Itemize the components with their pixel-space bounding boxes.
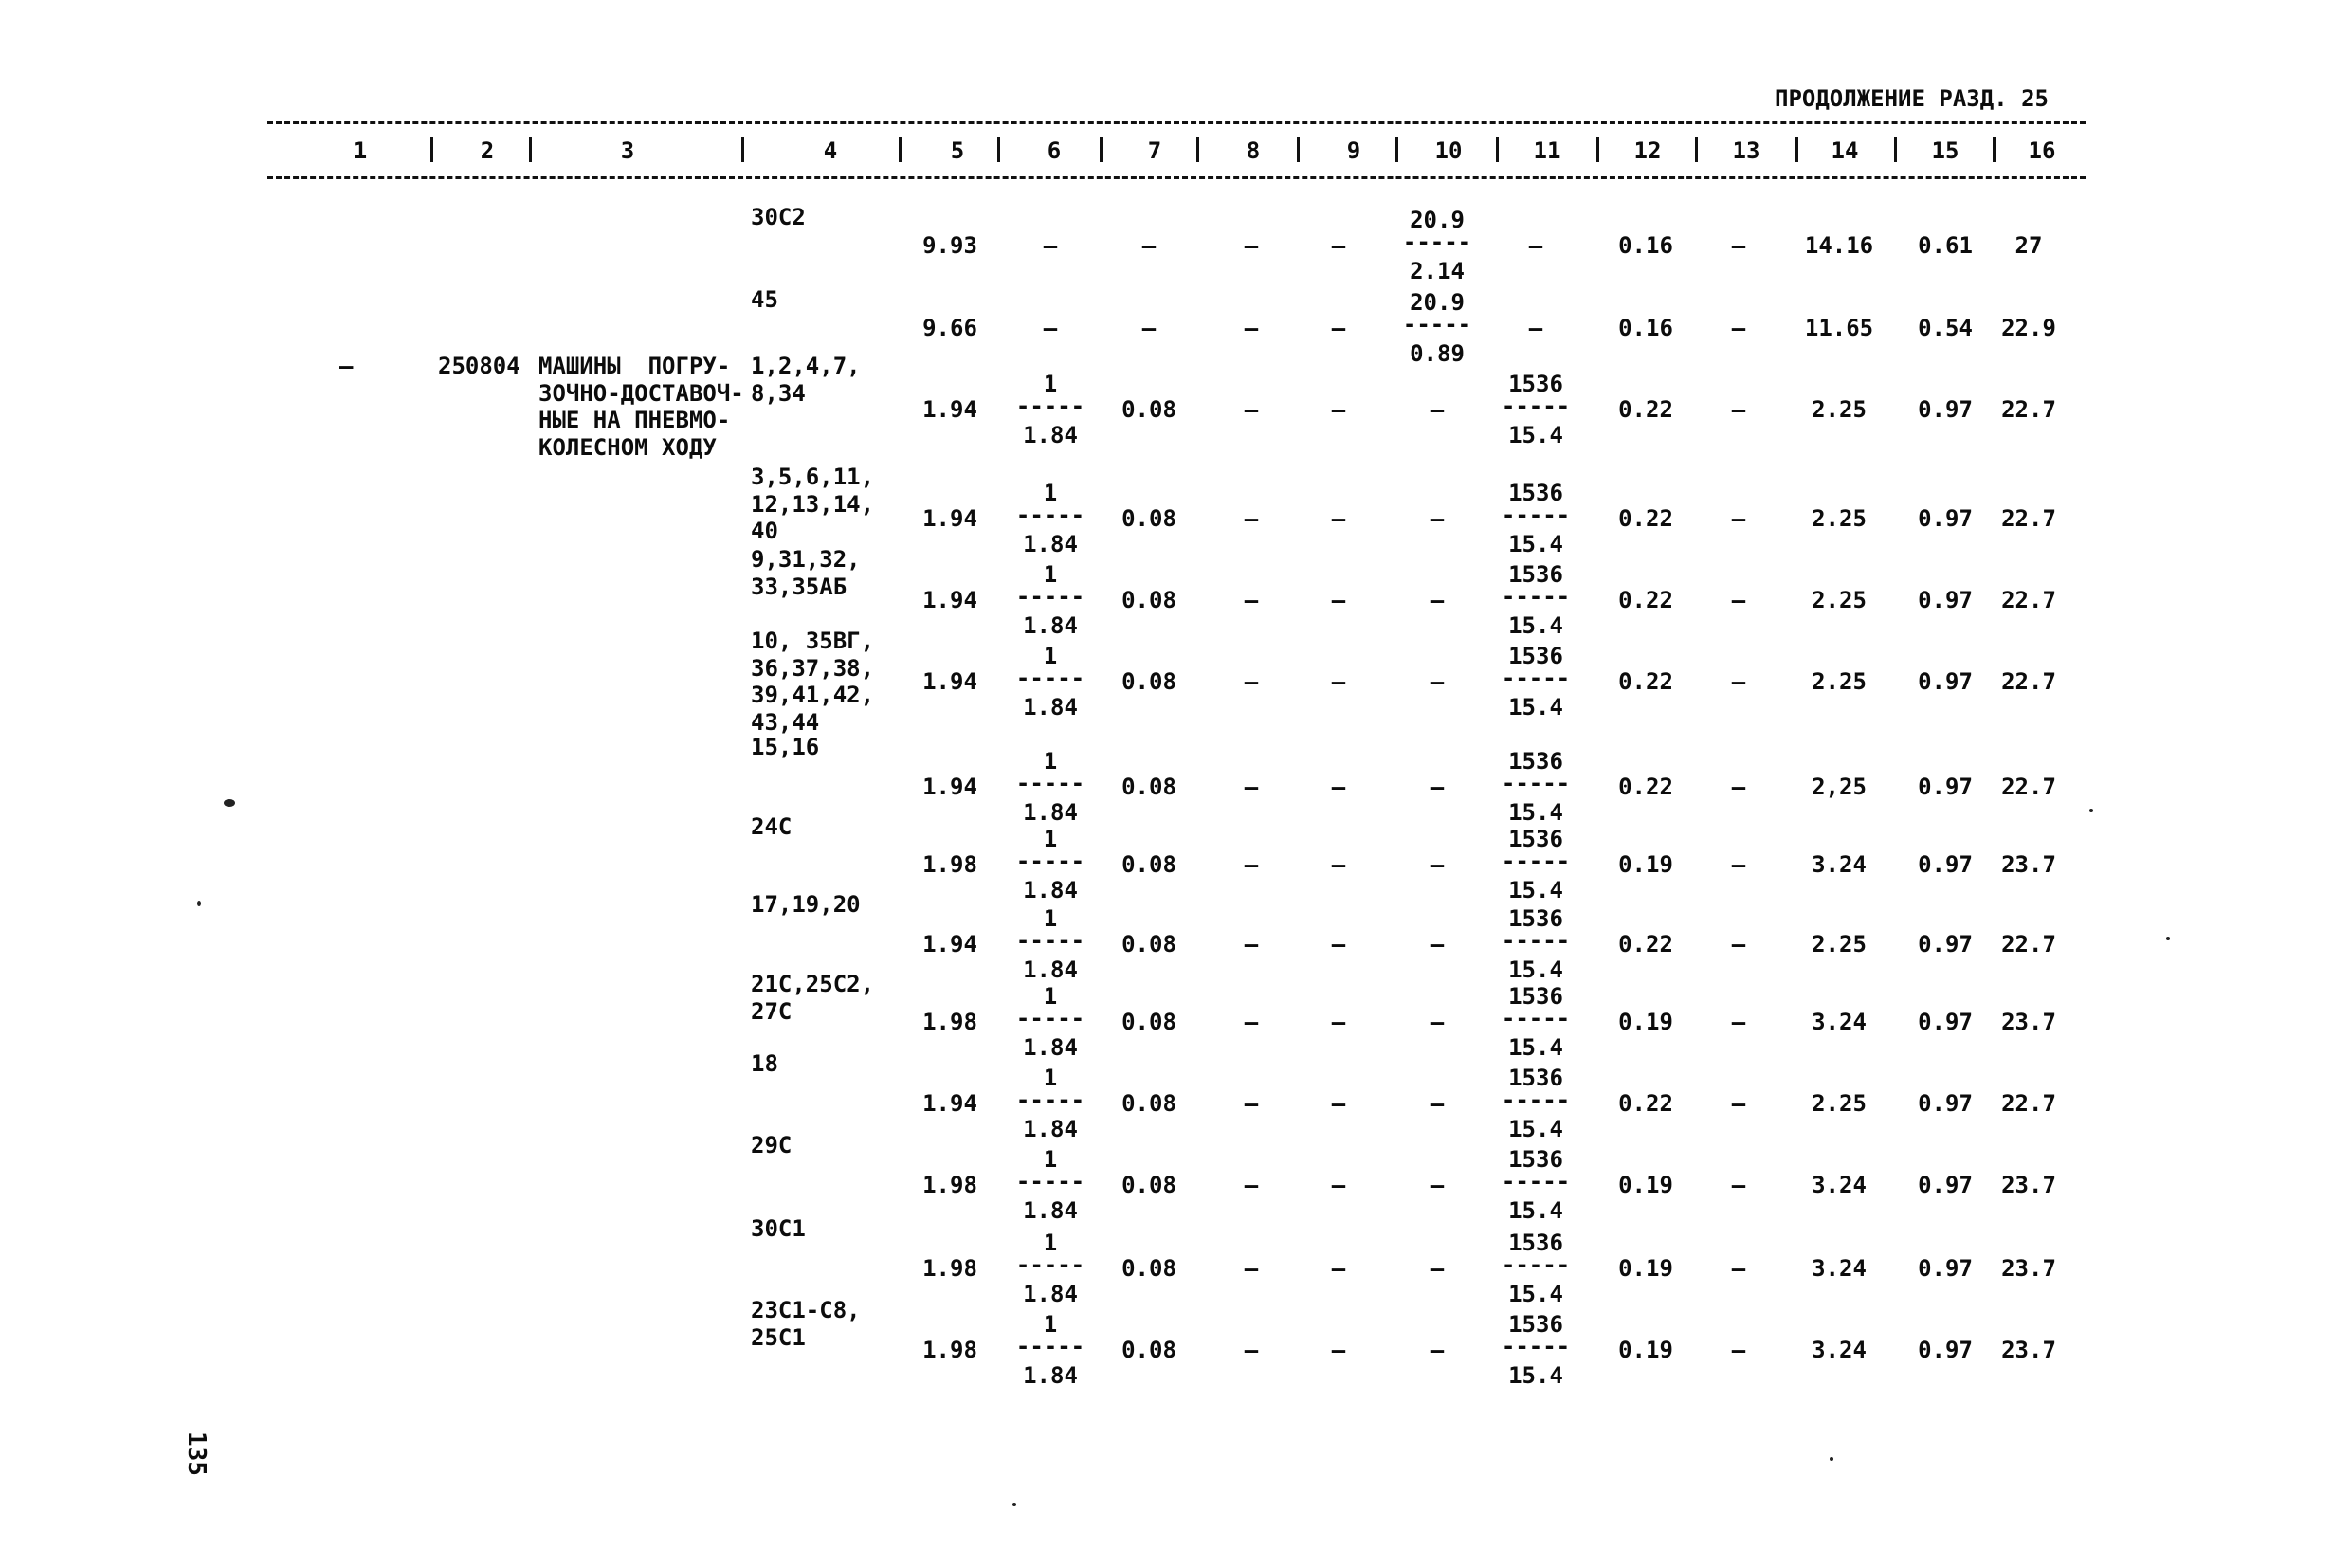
cell-col4-designation: 9,31,32, bbox=[751, 546, 861, 573]
cell-c16: 22.7 bbox=[2001, 505, 2056, 532]
cell-col4-designation: 30С2 bbox=[751, 204, 806, 230]
col6-denominator: 1.84 bbox=[1023, 876, 1078, 903]
cell-col9: – bbox=[1331, 1255, 1346, 1282]
cell-col4-designation: 30С1 bbox=[751, 1215, 806, 1242]
cell-col9: – bbox=[1331, 505, 1346, 532]
col10-fraction-bar: ----- bbox=[1402, 311, 1472, 337]
col6-numerator: 1 bbox=[1043, 480, 1058, 507]
cell-c6: – bbox=[1043, 315, 1058, 341]
cell-col8: – bbox=[1244, 774, 1259, 800]
cell-col10: – bbox=[1430, 851, 1445, 878]
col6-denominator: 1.84 bbox=[1023, 1361, 1078, 1389]
cell-col5: 1.98 bbox=[922, 1337, 977, 1363]
col6-denominator: 1.84 bbox=[1023, 611, 1078, 639]
col11-fraction-bar: ----- bbox=[1501, 1333, 1571, 1359]
column-header-14: 14 bbox=[1831, 137, 1859, 164]
cell-c14: 2,25 bbox=[1812, 774, 1867, 800]
scan-speck bbox=[1012, 1503, 1016, 1506]
col6-denominator: 1.84 bbox=[1023, 530, 1078, 557]
cell-col5: 1.98 bbox=[922, 851, 977, 878]
cell-col4-designation: 15,16 bbox=[751, 734, 820, 760]
col11-numerator: 1536 bbox=[1508, 905, 1563, 933]
cell-c16: 23.7 bbox=[2001, 1172, 2056, 1198]
cell-c14: 2.25 bbox=[1812, 1090, 1867, 1117]
cell-c9: – bbox=[1331, 232, 1346, 259]
cell-col7: 0.08 bbox=[1121, 668, 1176, 695]
col6-fraction-bar: ----- bbox=[1015, 1251, 1085, 1278]
cell-c15: 0.54 bbox=[1918, 315, 1973, 341]
column-header-15: 15 bbox=[1931, 137, 1959, 164]
column-header-1: 1 bbox=[353, 137, 368, 164]
cell-c12: 0.16 bbox=[1618, 315, 1673, 341]
cell-c12: 0.19 bbox=[1618, 1172, 1673, 1198]
col11-fraction-bar: ----- bbox=[1501, 848, 1571, 874]
column-separator bbox=[997, 137, 1000, 162]
cell-c15: 0.97 bbox=[1918, 931, 1973, 957]
cell-col4-designation: 17,19,20 bbox=[751, 891, 861, 918]
cell-c15: 0.97 bbox=[1918, 1172, 1973, 1198]
cell-col9: – bbox=[1331, 1009, 1346, 1035]
cell-c15: 0.97 bbox=[1918, 396, 1973, 423]
col6-numerator: 1 bbox=[1043, 561, 1058, 589]
cell-col7: 0.08 bbox=[1121, 1255, 1176, 1282]
cell-col8: – bbox=[1244, 1255, 1259, 1282]
col11-numerator: 1536 bbox=[1508, 826, 1563, 853]
cell-c13: – bbox=[1731, 1090, 1746, 1117]
column-header-8: 8 bbox=[1246, 137, 1261, 164]
col11-fraction-bar: ----- bbox=[1501, 583, 1571, 610]
cell-col10: – bbox=[1430, 587, 1445, 613]
cell-c16: 22.7 bbox=[2001, 587, 2056, 613]
group-name-line: МАШИНЫ ПОГРУ- bbox=[538, 353, 731, 379]
cell-c16: 23.7 bbox=[2001, 1009, 2056, 1035]
cell-c12: 0.19 bbox=[1618, 1337, 1673, 1363]
column-separator bbox=[741, 137, 744, 162]
col11-numerator: 1536 bbox=[1508, 371, 1563, 398]
cell-c13: – bbox=[1731, 1009, 1746, 1035]
col6-numerator: 1 bbox=[1043, 371, 1058, 398]
col6-fraction-bar: ----- bbox=[1015, 848, 1085, 874]
cell-c16: 22.9 bbox=[2001, 315, 2056, 341]
col11-denominator: 15.4 bbox=[1508, 876, 1563, 903]
column-separator bbox=[1695, 137, 1698, 162]
col11-denominator: 15.4 bbox=[1508, 798, 1563, 826]
cell-col4-designation: 21С,25С2, bbox=[751, 971, 875, 997]
col6-fraction-bar: ----- bbox=[1015, 1086, 1085, 1113]
column-header-11: 11 bbox=[1533, 137, 1561, 164]
column-separator bbox=[1496, 137, 1499, 162]
cell-c12: 0.22 bbox=[1618, 774, 1673, 800]
col6-denominator: 1.84 bbox=[1023, 1196, 1078, 1224]
cell-c12: 0.19 bbox=[1618, 1009, 1673, 1035]
cell-c16: 23.7 bbox=[2001, 851, 2056, 878]
group-name-line: КОЛЕСНОМ ХОДУ bbox=[538, 433, 717, 461]
cell-c16: 27 bbox=[2014, 232, 2043, 259]
cell-col4-designation: 10, 35ВГ, bbox=[751, 628, 875, 654]
cell-col8: – bbox=[1244, 931, 1259, 957]
cell-col4-designation: 36,37,38, bbox=[751, 654, 875, 682]
cell-col4-designation: 1,2,4,7, bbox=[751, 353, 861, 379]
group-code: 250804 bbox=[438, 353, 520, 379]
cell-col8: – bbox=[1244, 587, 1259, 613]
cell-c9: – bbox=[1331, 315, 1346, 341]
cell-c7: – bbox=[1141, 315, 1157, 341]
cell-col7: 0.08 bbox=[1121, 505, 1176, 532]
col11-numerator: 1536 bbox=[1508, 480, 1563, 507]
col11-fraction-bar: ----- bbox=[1501, 1005, 1571, 1031]
cell-col9: – bbox=[1331, 1090, 1346, 1117]
col6-numerator: 1 bbox=[1043, 1146, 1058, 1174]
cell-col4-designation: 39,41,42, bbox=[751, 682, 875, 709]
cell-c12: 0.16 bbox=[1618, 232, 1673, 259]
cell-col7: 0.08 bbox=[1121, 1337, 1176, 1363]
cell-c16: 23.7 bbox=[2001, 1255, 2056, 1282]
cell-c13: – bbox=[1731, 315, 1746, 341]
cell-c6: – bbox=[1043, 232, 1058, 259]
col11-denominator: 15.4 bbox=[1508, 611, 1563, 639]
col11-fraction-bar: ----- bbox=[1501, 927, 1571, 954]
cell-c15: 0.97 bbox=[1918, 1009, 1973, 1035]
cell-col8: – bbox=[1244, 396, 1259, 423]
col10-fraction-bar: ----- bbox=[1402, 228, 1472, 255]
header-bottom-rule bbox=[267, 176, 2086, 179]
cell-col5: 1.94 bbox=[922, 587, 977, 613]
cell-col5: 1.94 bbox=[922, 396, 977, 423]
cell-c14: 2.25 bbox=[1812, 505, 1867, 532]
col11-fraction-bar: ----- bbox=[1501, 1168, 1571, 1194]
col6-fraction-bar: ----- bbox=[1015, 927, 1085, 954]
col6-numerator: 1 bbox=[1043, 905, 1058, 933]
cell-c16: 22.7 bbox=[2001, 931, 2056, 957]
col11-denominator: 15.4 bbox=[1508, 530, 1563, 557]
cell-col10: – bbox=[1430, 1009, 1445, 1035]
cell-c12: 0.22 bbox=[1618, 1090, 1673, 1117]
scan-speck bbox=[197, 901, 201, 906]
cell-c15: 0.97 bbox=[1918, 668, 1973, 695]
cell-c16: 22.7 bbox=[2001, 668, 2056, 695]
col6-fraction-bar: ----- bbox=[1015, 1333, 1085, 1359]
cell-c14: 3.24 bbox=[1812, 1255, 1867, 1282]
col11-numerator: 1536 bbox=[1508, 643, 1563, 670]
col6-fraction-bar: ----- bbox=[1015, 501, 1085, 528]
cell-col4-designation: 43,44 bbox=[751, 708, 820, 736]
cell-c13: – bbox=[1731, 396, 1746, 423]
cell-col4-designation: 18 bbox=[751, 1050, 778, 1077]
cell-col10: – bbox=[1430, 1337, 1445, 1363]
cell-col9: – bbox=[1331, 587, 1346, 613]
cell-col4-designation: 12,13,14, bbox=[751, 490, 875, 518]
cell-c12: 0.19 bbox=[1618, 851, 1673, 878]
col11-numerator: 1536 bbox=[1508, 983, 1563, 1011]
cell-col10: – bbox=[1430, 1090, 1445, 1117]
cell-col5: 1.94 bbox=[922, 668, 977, 695]
cell-c14: 3.24 bbox=[1812, 851, 1867, 878]
col11-fraction-bar: ----- bbox=[1501, 1086, 1571, 1113]
col6-numerator: 1 bbox=[1043, 643, 1058, 670]
col6-numerator: 1 bbox=[1043, 1230, 1058, 1257]
col11-fraction-bar: ----- bbox=[1501, 665, 1571, 691]
cell-c13: – bbox=[1731, 587, 1746, 613]
page-number: 135 bbox=[182, 1431, 210, 1476]
col11-denominator: 15.4 bbox=[1508, 956, 1563, 983]
cell-c14: 3.24 bbox=[1812, 1337, 1867, 1363]
cell-col5: 1.94 bbox=[922, 505, 977, 532]
cell-col7: 0.08 bbox=[1121, 1009, 1176, 1035]
cell-col8: – bbox=[1244, 668, 1259, 695]
cell-col4-designation: 29С bbox=[751, 1132, 793, 1158]
scan-speck bbox=[1830, 1457, 1833, 1461]
cell-c14: 2.25 bbox=[1812, 931, 1867, 957]
col11-fraction-bar: ----- bbox=[1501, 1251, 1571, 1278]
cell-c13: – bbox=[1731, 774, 1746, 800]
col11-denominator: 15.4 bbox=[1508, 1361, 1563, 1389]
col10-denominator: 2.14 bbox=[1410, 257, 1465, 284]
col11-fraction-bar: ----- bbox=[1501, 770, 1571, 796]
cell-col4-designation: 24С bbox=[751, 813, 793, 840]
col6-fraction-bar: ----- bbox=[1015, 1005, 1085, 1031]
cell-c12: 0.22 bbox=[1618, 396, 1673, 423]
col11-denominator: 15.4 bbox=[1508, 1033, 1563, 1061]
column-header-7: 7 bbox=[1147, 137, 1162, 164]
cell-c14: 3.24 bbox=[1812, 1009, 1867, 1035]
scan-speck bbox=[2089, 809, 2093, 812]
cell-c15: 0.97 bbox=[1918, 851, 1973, 878]
cell-col5: 1.98 bbox=[922, 1255, 977, 1282]
cell-col10: – bbox=[1430, 668, 1445, 695]
col11-numerator: 1536 bbox=[1508, 1311, 1563, 1339]
cell-col8: – bbox=[1244, 505, 1259, 532]
cell-col10: – bbox=[1430, 396, 1445, 423]
cell-col4-designation: 23С1-С8, bbox=[751, 1297, 861, 1323]
column-header-3: 3 bbox=[620, 137, 635, 164]
cell-c12: 0.22 bbox=[1618, 931, 1673, 957]
cell-col5: 1.94 bbox=[922, 774, 977, 800]
cell-col8: – bbox=[1244, 1337, 1259, 1363]
column-separator bbox=[1795, 137, 1798, 162]
cell-c15: 0.97 bbox=[1918, 774, 1973, 800]
cell-col9: – bbox=[1331, 851, 1346, 878]
cell-col4-designation: 8,34 bbox=[751, 379, 806, 407]
cell-col8: – bbox=[1244, 1009, 1259, 1035]
col6-denominator: 1.84 bbox=[1023, 1115, 1078, 1142]
cell-col9: – bbox=[1331, 1337, 1346, 1363]
column-separator bbox=[899, 137, 902, 162]
cell-c14: 11.65 bbox=[1804, 315, 1874, 341]
col6-numerator: 1 bbox=[1043, 826, 1058, 853]
cell-c14: 14.16 bbox=[1804, 232, 1874, 259]
cell-col4-designation: 33,35АБ bbox=[751, 573, 847, 600]
cell-col10: – bbox=[1430, 931, 1445, 957]
cell-c13: – bbox=[1731, 851, 1746, 878]
col6-denominator: 1.84 bbox=[1023, 956, 1078, 983]
col6-denominator: 1.84 bbox=[1023, 1280, 1078, 1307]
col11-fraction-bar: ----- bbox=[1501, 501, 1571, 528]
col10-denominator: 0.89 bbox=[1410, 339, 1465, 367]
group-name-line: НЫЕ НА ПНЕВМО- bbox=[538, 407, 731, 434]
cell-col9: – bbox=[1331, 931, 1346, 957]
column-header-12: 12 bbox=[1633, 137, 1662, 164]
scan-speck bbox=[2166, 937, 2170, 940]
col11-numerator: 1536 bbox=[1508, 1146, 1563, 1174]
col11-denominator: 15.4 bbox=[1508, 1280, 1563, 1307]
col6-numerator: 1 bbox=[1043, 983, 1058, 1011]
col6-fraction-bar: ----- bbox=[1015, 770, 1085, 796]
cell-c16: 23.7 bbox=[2001, 1337, 2056, 1363]
cell-c13: – bbox=[1731, 505, 1746, 532]
column-separator bbox=[1395, 137, 1398, 162]
cell-col5: 9.66 bbox=[922, 315, 977, 341]
cell-c16: 22.7 bbox=[2001, 774, 2056, 800]
cell-c16: 22.7 bbox=[2001, 396, 2056, 423]
cell-col4-designation: 40 bbox=[751, 518, 778, 545]
col11-numerator: 1536 bbox=[1508, 1065, 1563, 1092]
col10-numerator: 20.9 bbox=[1410, 207, 1465, 234]
cell-c16: 22.7 bbox=[2001, 1090, 2056, 1117]
header-top-rule bbox=[267, 121, 2086, 124]
cell-c12: 0.22 bbox=[1618, 587, 1673, 613]
col11-numerator: 1536 bbox=[1508, 561, 1563, 589]
cell-col7: 0.08 bbox=[1121, 396, 1176, 423]
column-header-13: 13 bbox=[1732, 137, 1760, 164]
col6-denominator: 1.84 bbox=[1023, 693, 1078, 720]
col6-numerator: 1 bbox=[1043, 748, 1058, 775]
col6-fraction-bar: ----- bbox=[1015, 1168, 1085, 1194]
cell-c15: 0.97 bbox=[1918, 505, 1973, 532]
col11-fraction-bar: ----- bbox=[1501, 392, 1571, 419]
col10-numerator: 20.9 bbox=[1410, 289, 1465, 317]
cell-c14: 2.25 bbox=[1812, 668, 1867, 695]
group-name-line: ЗОЧНО-ДОСТАВОЧ- bbox=[538, 379, 744, 407]
cell-c15: 0.97 bbox=[1918, 1090, 1973, 1117]
cell-col7: 0.08 bbox=[1121, 774, 1176, 800]
cell-c13: – bbox=[1731, 232, 1746, 259]
cell-c15: 0.97 bbox=[1918, 1255, 1973, 1282]
col6-denominator: 1.84 bbox=[1023, 421, 1078, 448]
cell-col11: – bbox=[1528, 315, 1543, 341]
col6-fraction-bar: ----- bbox=[1015, 392, 1085, 419]
cell-c13: – bbox=[1731, 1337, 1746, 1363]
col6-denominator: 1.84 bbox=[1023, 1033, 1078, 1061]
cell-c15: 0.97 bbox=[1918, 1337, 1973, 1363]
cell-c15: 0.97 bbox=[1918, 587, 1973, 613]
column-header-4: 4 bbox=[823, 137, 838, 164]
column-header-2: 2 bbox=[480, 137, 495, 164]
scan-speck bbox=[224, 799, 235, 807]
column-separator bbox=[529, 137, 532, 162]
col11-denominator: 15.4 bbox=[1508, 421, 1563, 448]
column-header-9: 9 bbox=[1346, 137, 1361, 164]
cell-col10: – bbox=[1430, 1172, 1445, 1198]
cell-col4-designation: 27С bbox=[751, 997, 793, 1025]
col6-fraction-bar: ----- bbox=[1015, 583, 1085, 610]
cell-col5: 1.94 bbox=[922, 931, 977, 957]
cell-col5: 1.94 bbox=[922, 1090, 977, 1117]
column-header-10: 10 bbox=[1434, 137, 1463, 164]
column-separator bbox=[1894, 137, 1897, 162]
column-separator bbox=[1297, 137, 1300, 162]
cell-c8: – bbox=[1244, 232, 1259, 259]
cell-col5: 1.98 bbox=[922, 1172, 977, 1198]
cell-c13: – bbox=[1731, 668, 1746, 695]
col11-denominator: 15.4 bbox=[1508, 1196, 1563, 1224]
cell-c14: 2.25 bbox=[1812, 587, 1867, 613]
cell-col7: 0.08 bbox=[1121, 851, 1176, 878]
col6-numerator: 1 bbox=[1043, 1311, 1058, 1339]
col11-denominator: 15.4 bbox=[1508, 693, 1563, 720]
cell-col8: – bbox=[1244, 1172, 1259, 1198]
cell-col4-designation: 3,5,6,11, bbox=[751, 464, 875, 490]
column-header-16: 16 bbox=[2028, 137, 2056, 164]
cell-col5: 9.93 bbox=[922, 232, 977, 259]
col6-numerator: 1 bbox=[1043, 1065, 1058, 1092]
cell-col10: – bbox=[1430, 1255, 1445, 1282]
column-separator bbox=[1993, 137, 1996, 162]
col11-numerator: 1536 bbox=[1508, 748, 1563, 775]
cell-col10: – bbox=[1430, 505, 1445, 532]
column-header-5: 5 bbox=[950, 137, 965, 164]
cell-col9: – bbox=[1331, 396, 1346, 423]
cell-col9: – bbox=[1331, 774, 1346, 800]
cell-col8: – bbox=[1244, 851, 1259, 878]
cell-col11: – bbox=[1528, 232, 1543, 259]
cell-col9: – bbox=[1331, 1172, 1346, 1198]
continuation-title: ПРОДОЛЖЕНИЕ РАЗД. 25 bbox=[1775, 85, 2049, 112]
cell-col7: 0.08 bbox=[1121, 1090, 1176, 1117]
column-separator bbox=[1196, 137, 1199, 162]
cell-c14: 3.24 bbox=[1812, 1172, 1867, 1198]
column-separator bbox=[1596, 137, 1599, 162]
col6-fraction-bar: ----- bbox=[1015, 665, 1085, 691]
cell-col4-designation: 25С1 bbox=[751, 1323, 806, 1351]
cell-col7: 0.08 bbox=[1121, 587, 1176, 613]
cell-col5: 1.98 bbox=[922, 1009, 977, 1035]
group-col1-dash: – bbox=[339, 353, 354, 379]
column-separator bbox=[1100, 137, 1103, 162]
cell-c13: – bbox=[1731, 1172, 1746, 1198]
cell-c15: 0.61 bbox=[1918, 232, 1973, 259]
cell-col10: – bbox=[1430, 774, 1445, 800]
col11-numerator: 1536 bbox=[1508, 1230, 1563, 1257]
cell-c13: – bbox=[1731, 931, 1746, 957]
cell-col8: – bbox=[1244, 1090, 1259, 1117]
column-separator bbox=[430, 137, 433, 162]
cell-c12: 0.19 bbox=[1618, 1255, 1673, 1282]
cell-c8: – bbox=[1244, 315, 1259, 341]
column-header-6: 6 bbox=[1047, 137, 1062, 164]
cell-c14: 2.25 bbox=[1812, 396, 1867, 423]
col6-denominator: 1.84 bbox=[1023, 798, 1078, 826]
cell-col7: 0.08 bbox=[1121, 1172, 1176, 1198]
cell-c12: 0.22 bbox=[1618, 505, 1673, 532]
cell-c12: 0.22 bbox=[1618, 668, 1673, 695]
col11-denominator: 15.4 bbox=[1508, 1115, 1563, 1142]
cell-col9: – bbox=[1331, 668, 1346, 695]
cell-c13: – bbox=[1731, 1255, 1746, 1282]
cell-c7: – bbox=[1141, 232, 1157, 259]
cell-col4-designation: 45 bbox=[751, 286, 778, 313]
cell-col7: 0.08 bbox=[1121, 931, 1176, 957]
